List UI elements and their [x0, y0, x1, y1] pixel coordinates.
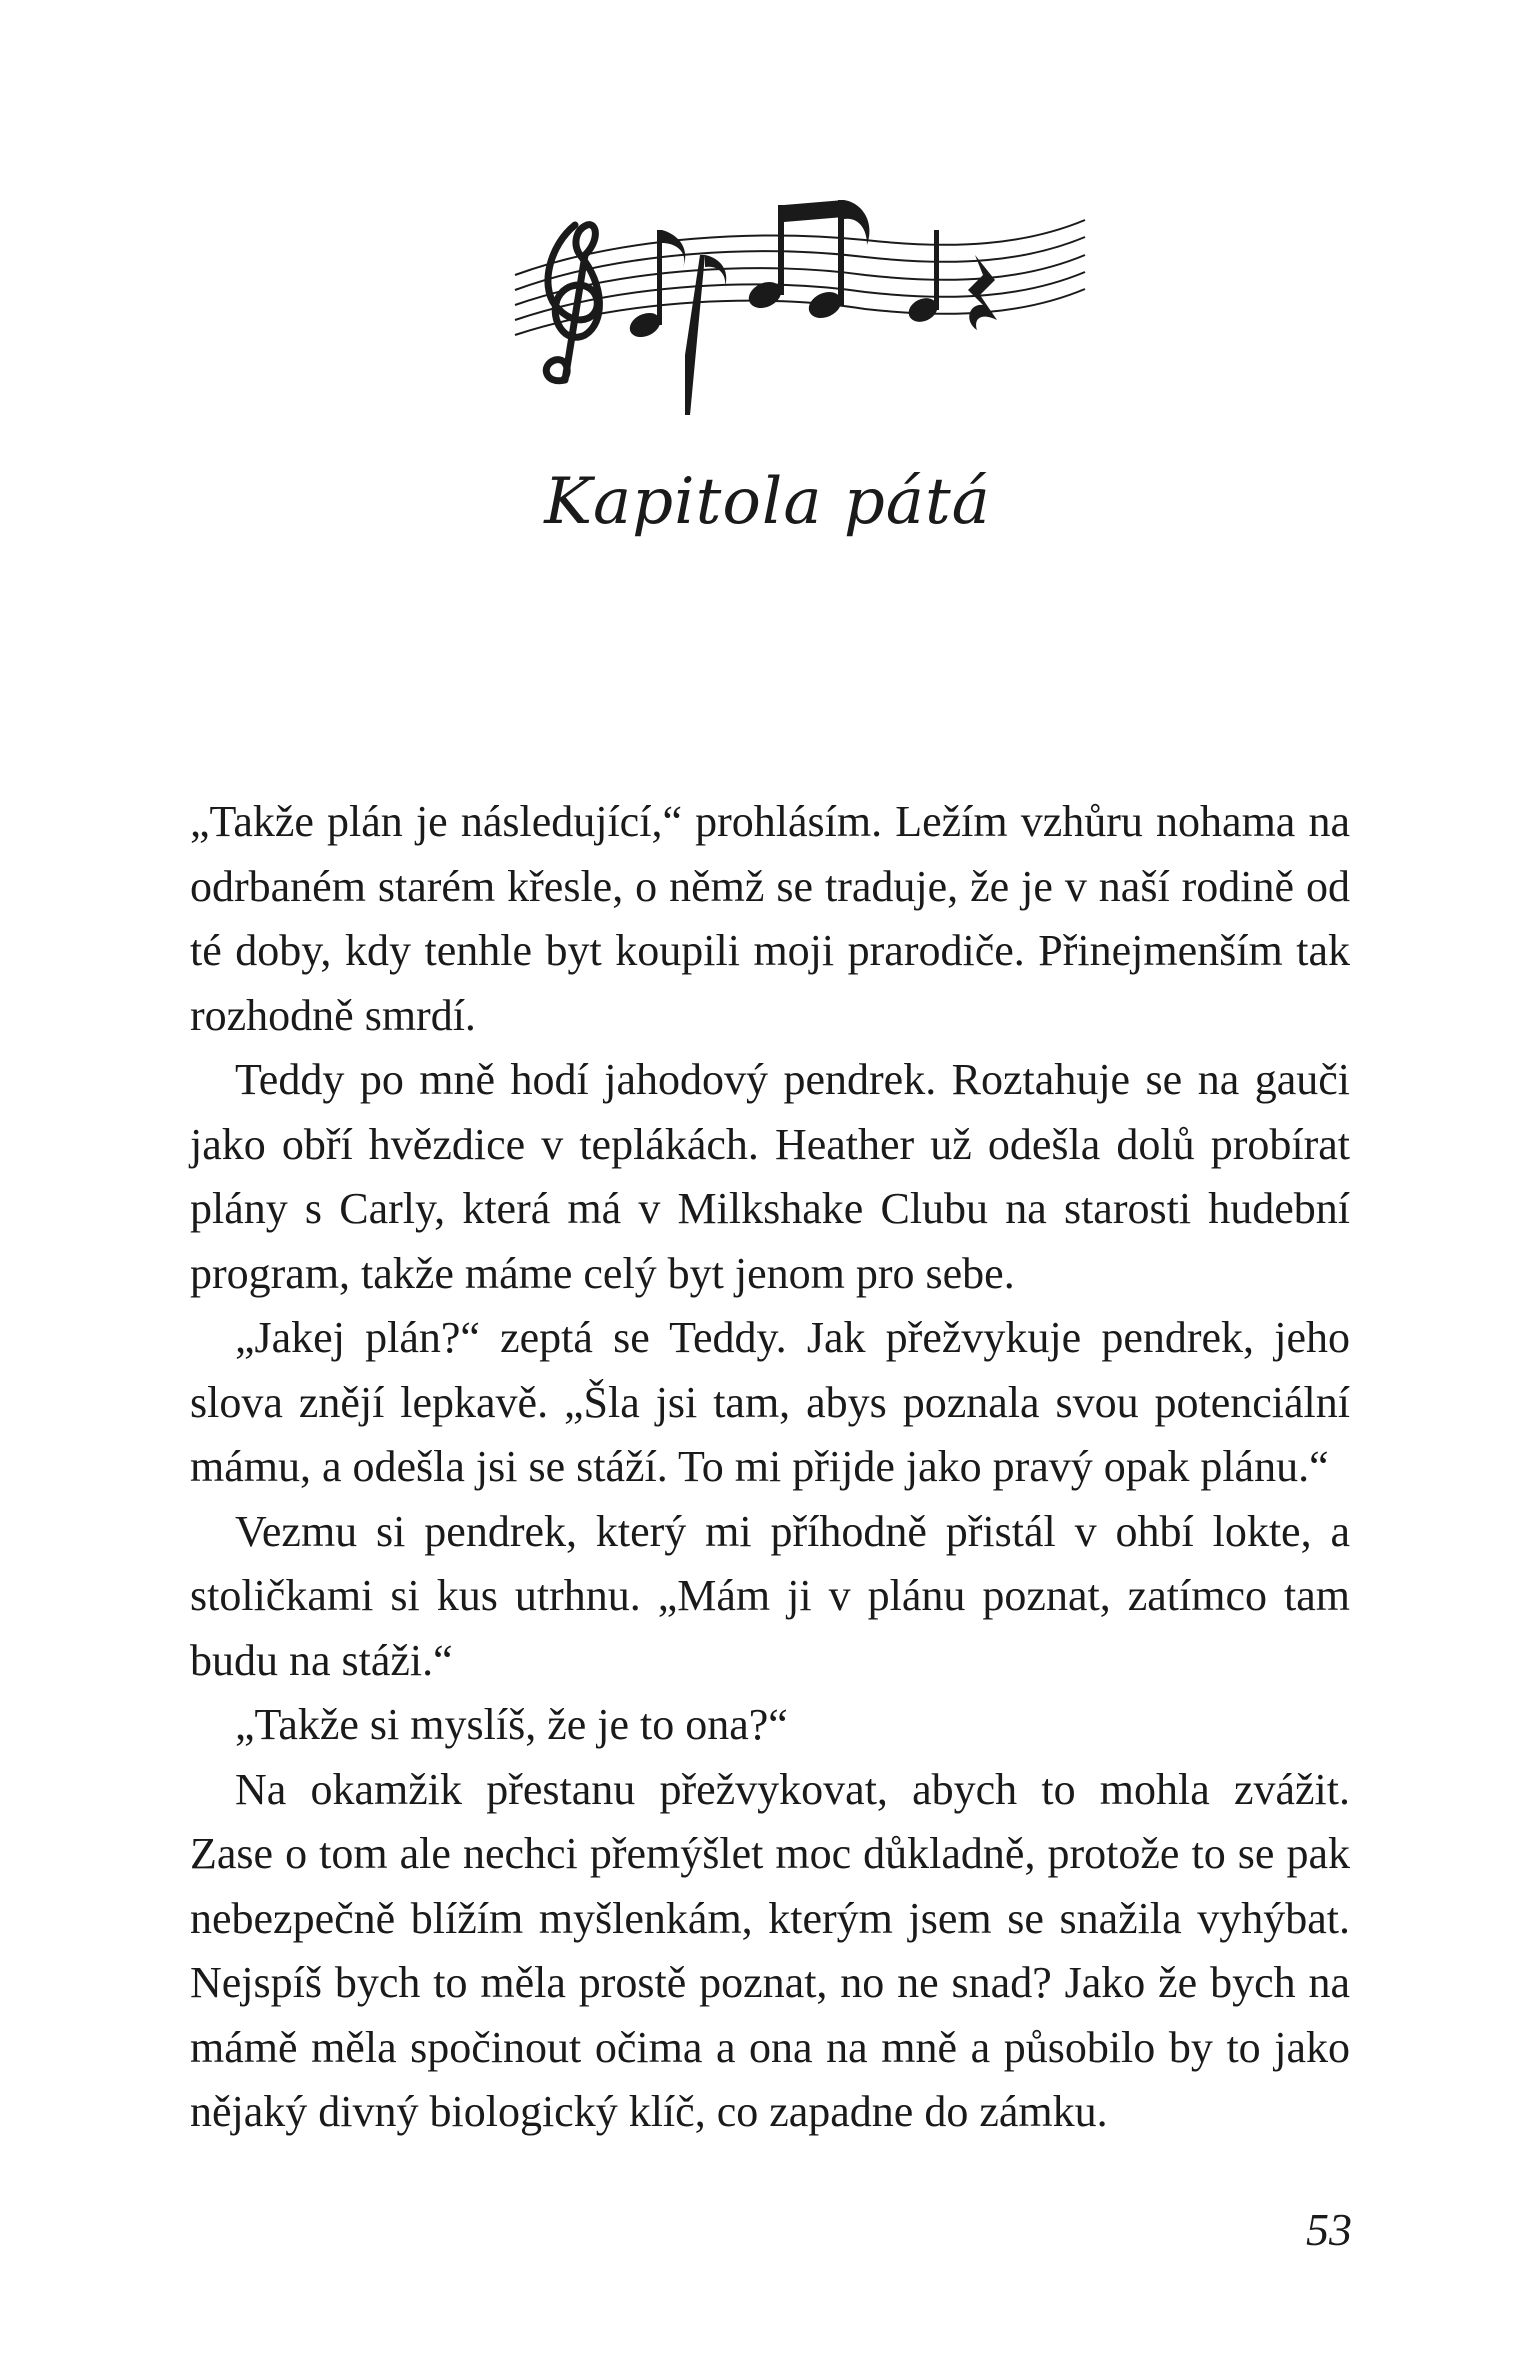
page-number: 53	[1306, 2204, 1352, 2255]
paragraph: „Jakej plán?“ zeptá se Teddy. Jak přežvykuje pendrek, jeho slova znějí lepkavě. „Šla jsi tam, abys poznala svou potenciální mámu, a odešla jsi se stáží. To mi přijde jako pravý opak plánu.“	[190, 1313, 1350, 1491]
paragraph: Na okamžik přestanu přežvykovat, abych to mohla zvážit. Zase o tom ale nechci přemýšlet moc důkladně, protože to se pak nebezpečně blížím myšlenkám, kterým jsem se snažila vyhýbat. Nejspíš bych to měla prostě poznat, no ne snad? Jako že bych na mámě měla spočinout očima a ona na mně a působilo by to jako nějaký divný biologický klíč, co zapadne do zámku.	[190, 1764, 1350, 2136]
chapter-title: Kapitola pátá	[544, 465, 991, 539]
paragraph: „Takže si myslíš, že je to ona?“	[235, 1700, 788, 1749]
music-staff-notes-icon	[505, 195, 1095, 425]
paragraph: „Takže plán je následující,“ prohlásím. Ležím vzhůru nohama na odrbaném starém křesle, o němž se traduje, že je v naší rodině od té doby, kdy tenhle byt koupili moji prarodiče. Přinejmenším tak rozhodně smrdí.	[190, 797, 1350, 1040]
chapter-body	[190, 790, 1350, 2145]
paragraph: Vezmu si pendrek, který mi příhodně přistál v ohbí lokte, a stoličkami si kus utrhnu. „Mám ji v plánu poznat, zatímco tam budu na stáži.“	[190, 1506, 1350, 1685]
paragraph: Teddy po mně hodí jahodový pendrek. Roztahuje se na gauči jako obří hvězdice v teplákách. Heather už odešla dolů probírat plány s Carly, která má v Milkshake Clubu na starosti hudební program, takže máme celý byt jenom pro sebe.	[190, 1055, 1350, 1298]
treble-clef-icon	[546, 225, 599, 381]
